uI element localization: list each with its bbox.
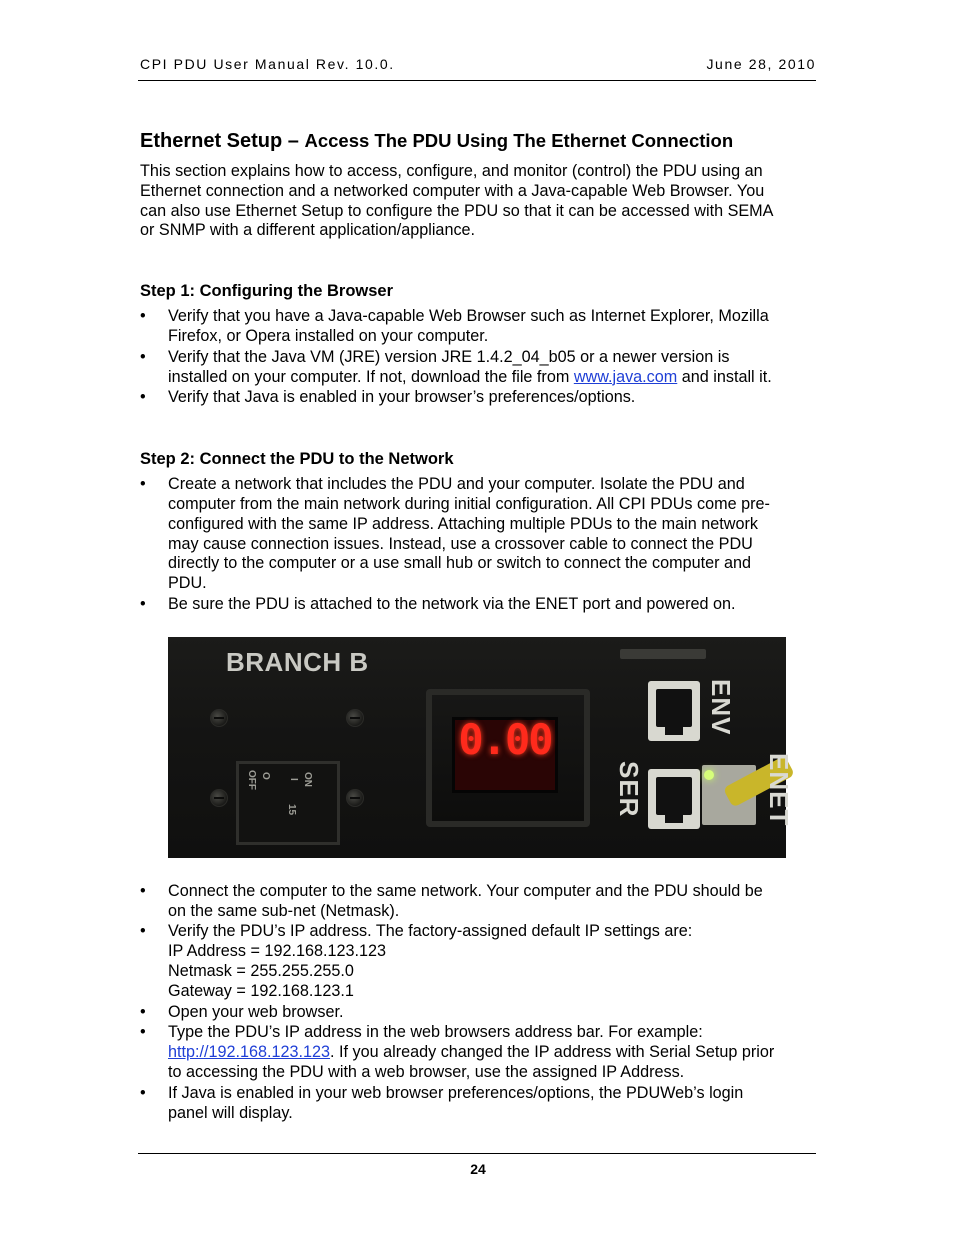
list-item-text: may cause connection issues. Instead, use a crossover cable to connect the PDU bbox=[168, 534, 753, 553]
list-item-text: configured with the same IP address. Attaching multiple PDUs to the main network bbox=[168, 514, 758, 533]
bullet: • bbox=[140, 475, 146, 494]
list-item-text: If Java is enabled in your web browser preferences/options, the PDUWeb’s login bbox=[168, 1083, 744, 1102]
list-item-text: Verify that Java is enabled in your browser’s preferences/options. bbox=[168, 388, 636, 407]
example-ip-link[interactable]: http://192.168.123.123 bbox=[168, 1043, 331, 1062]
list-item-text: Connect the computer to the same network. Your computer and the PDU should be bbox=[168, 881, 763, 900]
list-item-text: Open your web browser. bbox=[168, 1002, 344, 1021]
header-date: June 28, 2010 bbox=[706, 56, 816, 72]
env-port-icon bbox=[648, 681, 700, 741]
bullet: • bbox=[140, 347, 146, 366]
bullet: • bbox=[140, 1002, 146, 1021]
display-value: 0.00 bbox=[458, 714, 552, 764]
section-title-main: Ethernet Setup – bbox=[140, 130, 305, 152]
switch-i-label: I bbox=[288, 777, 299, 781]
enet-label: ENET bbox=[764, 752, 794, 827]
bullet: • bbox=[140, 1023, 146, 1042]
switch-o-label: O bbox=[260, 771, 271, 780]
list-item bbox=[140, 475, 816, 594]
list-item-text: computer from the main network during initial configuration. All CPI PDUs come pre- bbox=[168, 494, 770, 513]
intro-line: Ethernet connection and a networked computer with a Java-capable Web Browser. You bbox=[140, 181, 765, 200]
list-item bbox=[140, 348, 816, 388]
list-item bbox=[140, 388, 816, 408]
ser-label: SER bbox=[614, 760, 644, 818]
power-switch bbox=[236, 761, 340, 845]
step1-heading: Step 1: Configuring the Browser bbox=[140, 282, 394, 301]
screw-icon bbox=[346, 709, 364, 727]
bullet: • bbox=[140, 922, 146, 941]
header-title: CPI PDU User Manual Rev. 10.0. bbox=[140, 56, 395, 72]
intro-paragraph bbox=[140, 162, 816, 241]
list-item-text: Type the PDU’s IP address in the web browsers address bar. For example: bbox=[168, 1023, 703, 1042]
section-title bbox=[140, 128, 816, 154]
list-item-text: Verify the PDU’s IP address. The factory-assigned default IP settings are: bbox=[168, 922, 693, 941]
list-item-text: directly to the computer or a use small hub or switch to connect the computer and bbox=[168, 554, 752, 573]
list-item-text: PDU. bbox=[168, 574, 207, 593]
list-item-text: installed on your computer. If not, download the file from bbox=[168, 367, 574, 386]
netmask-line: Netmask = 255.255.255.0 bbox=[168, 961, 354, 980]
list-item-text: on the same sub-net (Netmask). bbox=[168, 901, 400, 920]
section-title-sub: Access The PDU Using The Ethernet Connection bbox=[304, 130, 734, 151]
intro-line: This section explains how to access, configure, and monitor (control) the PDU using an bbox=[140, 162, 763, 180]
list-item-text bbox=[168, 1043, 816, 1063]
screw-icon bbox=[210, 789, 228, 807]
intro-line: can also use Ethernet Setup to configure the PDU so that it can be accessed with SEMA bbox=[140, 201, 774, 220]
list-item-text: to accessing the PDU with a web browser, use the assigned IP Address. bbox=[168, 1062, 685, 1081]
ser-port-icon bbox=[648, 769, 700, 829]
pdu-photo bbox=[168, 637, 794, 858]
page-number: 24 bbox=[470, 1161, 486, 1177]
bullet: • bbox=[140, 881, 146, 900]
page-content bbox=[140, 128, 816, 1124]
list-item-text: Be sure the PDU is attached to the network via the ENET port and powered on. bbox=[168, 594, 736, 613]
screw-icon bbox=[346, 789, 364, 807]
gateway-line: Gateway = 192.168.123.1 bbox=[168, 981, 354, 1000]
switch-off-label: OFF bbox=[246, 769, 257, 790]
step1-list bbox=[140, 307, 816, 408]
switch-rating-label: 15 bbox=[286, 803, 297, 815]
bullet: • bbox=[140, 307, 146, 326]
bullet: • bbox=[140, 1083, 146, 1102]
switch-on-label: ON bbox=[302, 771, 313, 787]
bullet: • bbox=[140, 388, 146, 407]
list-item-text: and install it. bbox=[677, 367, 772, 386]
list-item bbox=[140, 1003, 816, 1023]
list-item bbox=[140, 595, 816, 615]
list-item bbox=[140, 882, 816, 922]
list-item-text: Verify that you have a Java-capable Web Browser such as Internet Explorer, Mozilla bbox=[168, 307, 769, 326]
list-item bbox=[140, 307, 816, 347]
branch-label: BRANCH B bbox=[226, 646, 369, 677]
env-label: ENV bbox=[706, 678, 736, 736]
ip-address-line: IP Address = 192.168.123.123 bbox=[168, 942, 386, 961]
footer-rule bbox=[138, 1153, 816, 1154]
list-item-text: . If you already changed the IP address with Serial Setup prior bbox=[330, 1043, 775, 1062]
link-led-icon bbox=[704, 770, 714, 780]
current-display bbox=[426, 689, 590, 827]
list-item-text: Create a network that includes the PDU and your computer. Isolate the PDU and bbox=[168, 475, 745, 494]
display-window bbox=[452, 714, 558, 793]
intro-line: or SNMP with a different application/appliance. bbox=[140, 221, 476, 240]
header-rule bbox=[138, 80, 816, 81]
list-item-text: Firefox, or Opera installed on your computer. bbox=[168, 326, 489, 345]
step2-list bbox=[140, 475, 816, 615]
screw-icon bbox=[210, 709, 228, 727]
java-download-link[interactable]: www.java.com bbox=[573, 367, 678, 386]
list-item bbox=[140, 1084, 816, 1124]
list-item-text: panel will display. bbox=[168, 1103, 293, 1122]
list-item bbox=[140, 922, 816, 1001]
step2-list-continued bbox=[140, 882, 816, 1124]
top-slot bbox=[620, 649, 706, 659]
list-item-text: Verify that the Java VM (JRE) version JRE 1.4.2_04_b05 or a newer version is bbox=[168, 347, 730, 366]
list-item bbox=[140, 1023, 816, 1082]
list-item-text bbox=[168, 368, 816, 388]
bullet: • bbox=[140, 594, 146, 613]
step2-heading: Step 2: Connect the PDU to the Network bbox=[140, 450, 454, 469]
